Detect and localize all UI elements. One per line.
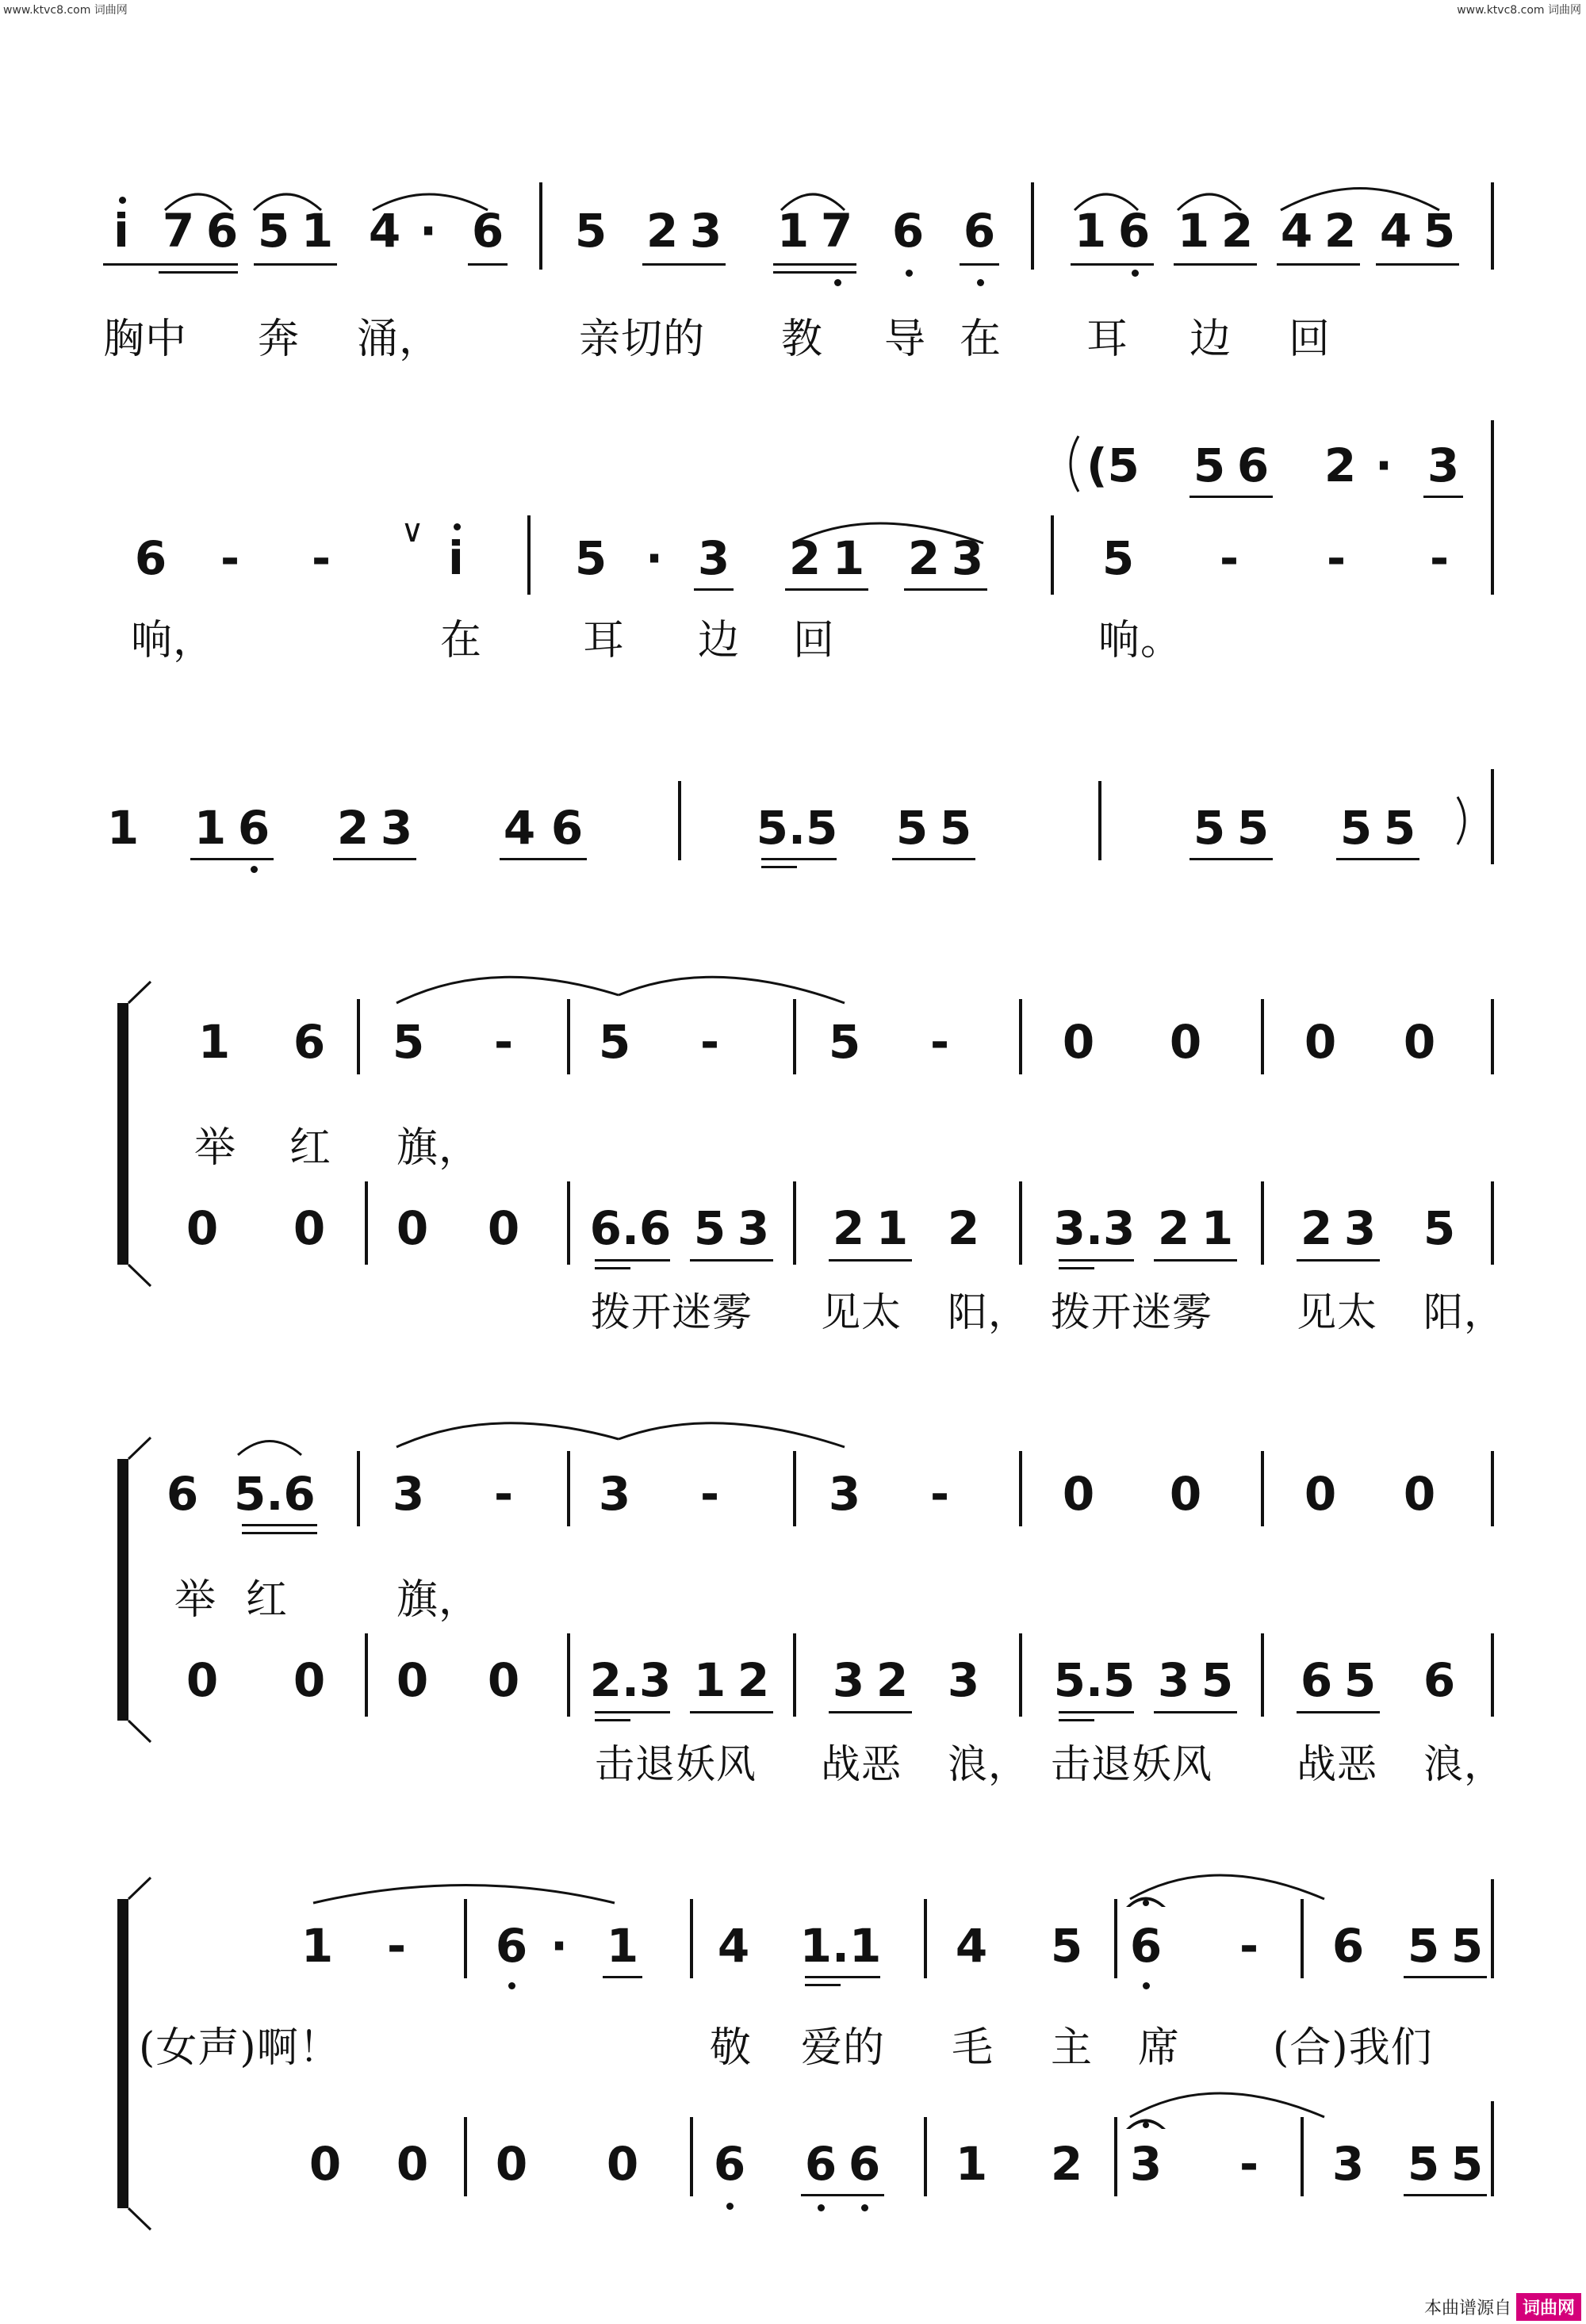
lyric: 边 xyxy=(698,617,741,664)
note: 1 xyxy=(955,2137,988,2191)
note: 0 xyxy=(308,2137,342,2191)
lyric: 在 xyxy=(960,316,1002,363)
barline xyxy=(357,1451,360,1526)
note: 0 xyxy=(1169,1467,1202,1521)
underline xyxy=(829,1259,912,1262)
lyric: 毛 xyxy=(952,2024,994,2072)
barline xyxy=(924,1899,927,1978)
low-dot xyxy=(906,270,913,277)
barline xyxy=(1261,1451,1264,1526)
barline xyxy=(527,515,531,595)
lyric: 旗， xyxy=(396,1124,481,1172)
note: 5 xyxy=(1101,531,1135,585)
note: 5 xyxy=(598,1015,631,1069)
barline xyxy=(567,999,570,1074)
underline xyxy=(1174,263,1257,266)
low-dot xyxy=(251,866,258,873)
underline xyxy=(242,1524,317,1526)
lyric: 爱的 xyxy=(801,2024,886,2072)
note: 5 xyxy=(1383,801,1416,855)
note: 0 xyxy=(396,2137,429,2191)
underline xyxy=(1154,1259,1237,1262)
barline xyxy=(1491,769,1494,864)
note: 0 xyxy=(293,1653,326,1707)
note: 6 xyxy=(134,531,167,585)
note: 2 xyxy=(947,1201,980,1255)
note: 7 xyxy=(820,204,853,258)
note: 1 xyxy=(875,1201,909,1255)
note: 5 xyxy=(1236,801,1270,855)
note: 1 xyxy=(1074,204,1107,258)
note: 0 xyxy=(1403,1015,1436,1069)
barline xyxy=(793,1451,796,1526)
note: 2 xyxy=(336,801,370,855)
lyric: 教 xyxy=(781,316,824,363)
note: 1 xyxy=(1177,204,1210,258)
note: 3 xyxy=(380,801,413,855)
lyric: 红 xyxy=(246,1576,289,1624)
note: 0 xyxy=(186,1201,219,1255)
note: 0 xyxy=(293,1201,326,1255)
barline xyxy=(365,1181,368,1265)
lyric: 红 xyxy=(289,1124,332,1172)
lyric: 击退妖风 xyxy=(595,1741,757,1787)
barline xyxy=(1019,1181,1022,1265)
note: · xyxy=(1374,438,1393,492)
note: - xyxy=(1326,531,1347,585)
barline xyxy=(1261,999,1264,1074)
note: 6 xyxy=(1117,204,1151,258)
note: 5 xyxy=(1450,2137,1484,2191)
underline xyxy=(595,1267,630,1269)
note: 0 xyxy=(396,1653,429,1707)
note: 5 xyxy=(939,801,972,855)
lyric: 主 xyxy=(1051,2024,1094,2072)
barline xyxy=(464,1899,467,1978)
note: - xyxy=(386,1919,407,1973)
note: 6 xyxy=(1423,1653,1456,1707)
breath-mark: ∨ xyxy=(400,513,424,549)
note: 3 xyxy=(598,1467,631,1521)
lyric: 回 xyxy=(793,617,836,664)
barline xyxy=(1491,1633,1494,1717)
note: 6 xyxy=(205,204,239,258)
note: 4 xyxy=(955,1919,988,1973)
lyric: 在 xyxy=(440,617,483,664)
source-footer xyxy=(1424,2292,1581,2321)
underline xyxy=(242,1532,317,1534)
note: 3 xyxy=(1331,2137,1365,2191)
underline xyxy=(892,858,975,860)
note: - xyxy=(1239,2137,1259,2191)
note: 5 xyxy=(693,1201,726,1255)
underline xyxy=(603,1976,642,1978)
note: 0 xyxy=(606,2137,639,2191)
source-label: 本曲谱源自 xyxy=(1423,2298,1511,2318)
barline xyxy=(1491,182,1494,270)
note: 3 xyxy=(828,1467,861,1521)
underline xyxy=(805,1976,880,1978)
note: 6 xyxy=(804,2137,837,2191)
underline xyxy=(1297,1711,1380,1713)
note: 6 xyxy=(963,204,996,258)
note: 6 xyxy=(471,204,504,258)
note: 4 xyxy=(1379,204,1412,258)
note: (5 xyxy=(1086,438,1140,492)
note: 2 xyxy=(907,531,940,585)
barline xyxy=(365,1633,368,1717)
note: 5 xyxy=(1339,801,1373,855)
barline xyxy=(1019,1633,1022,1717)
note: 3 xyxy=(737,1201,770,1255)
underline xyxy=(690,1259,773,1262)
barline xyxy=(567,1181,570,1265)
note: · xyxy=(419,204,438,258)
note: 2 xyxy=(646,204,679,258)
lyric: 耳 xyxy=(1086,316,1129,363)
note: 6 xyxy=(891,204,925,258)
note: 2 xyxy=(875,1653,909,1707)
underline xyxy=(785,588,868,591)
watermark-right: www.ktvc8.com 词曲网 xyxy=(1457,4,1581,17)
barline xyxy=(1051,515,1054,595)
underline xyxy=(690,1711,773,1713)
note: 6 xyxy=(166,1467,199,1521)
barline xyxy=(690,2117,693,2196)
low-dot xyxy=(977,279,984,286)
underline xyxy=(1059,1259,1134,1262)
low-dot xyxy=(861,2204,868,2211)
note: 2 xyxy=(1324,438,1357,492)
note: 5 xyxy=(1343,1653,1377,1707)
underline xyxy=(773,271,856,274)
underline xyxy=(1297,1259,1380,1262)
barline xyxy=(464,2117,467,2196)
note: 3 xyxy=(1157,1653,1190,1707)
note: 6 xyxy=(848,2137,881,2191)
note: 5 xyxy=(1193,801,1226,855)
note: 6 xyxy=(1129,1919,1163,1973)
underline xyxy=(500,858,587,860)
underline xyxy=(1190,858,1273,860)
note: 3 xyxy=(947,1653,980,1707)
lyric: 举 xyxy=(174,1576,217,1624)
note: 0 xyxy=(1169,1015,1202,1069)
lyric: 击退妖风 xyxy=(1051,1741,1212,1787)
underline xyxy=(960,263,999,266)
note: 2 xyxy=(788,531,822,585)
lyric: 席 xyxy=(1138,2024,1181,2072)
lyric: 阳， xyxy=(1423,1289,1504,1335)
lyric: 响， xyxy=(131,617,216,664)
note: 0 xyxy=(1304,1467,1337,1521)
underline xyxy=(595,1259,670,1262)
note: 1 xyxy=(832,531,865,585)
note: 1 xyxy=(193,801,227,855)
note: 1 xyxy=(606,1919,639,1973)
note: 3 xyxy=(951,531,984,585)
low-dot xyxy=(1143,1982,1150,1989)
barline xyxy=(357,999,360,1074)
underline xyxy=(1404,2194,1487,2196)
lyric: 拨开迷雾 xyxy=(591,1289,753,1335)
note: 3 xyxy=(1129,2137,1163,2191)
note: 1 xyxy=(106,801,140,855)
underline xyxy=(1336,858,1419,860)
barline xyxy=(793,1181,796,1265)
note: 1 xyxy=(301,1919,334,1973)
low-dot xyxy=(818,2204,825,2211)
note: - xyxy=(220,531,240,585)
barline xyxy=(690,1899,693,1978)
underline xyxy=(1154,1711,1237,1713)
barline xyxy=(1114,2117,1117,2196)
note: 3 xyxy=(689,204,722,258)
note: 4 xyxy=(503,801,536,855)
underline xyxy=(254,263,337,266)
underline xyxy=(694,588,734,591)
lyric: 浪， xyxy=(948,1741,1029,1787)
note: 5 xyxy=(1193,438,1226,492)
note: 1 xyxy=(1201,1201,1234,1255)
note: 0 xyxy=(487,1201,520,1255)
underline xyxy=(773,263,856,266)
underline xyxy=(1059,1711,1134,1713)
note: 1 xyxy=(197,1015,231,1069)
note: 6 xyxy=(1331,1919,1365,1973)
barline xyxy=(924,2117,927,2196)
note: 6 xyxy=(1300,1653,1333,1707)
barline xyxy=(1261,1633,1264,1717)
barline xyxy=(1098,781,1101,860)
lyric: 见太 xyxy=(821,1289,902,1335)
underline xyxy=(1376,263,1459,266)
note: 2 xyxy=(1300,1201,1333,1255)
note: 5.6 xyxy=(234,1467,316,1521)
underline xyxy=(1423,496,1463,498)
note: 3 xyxy=(832,1653,865,1707)
note: 1 xyxy=(301,204,334,258)
barline xyxy=(567,1451,570,1526)
barline xyxy=(1019,1451,1022,1526)
lyric: 拨开迷雾 xyxy=(1051,1289,1212,1335)
note: - xyxy=(493,1015,514,1069)
note: - xyxy=(311,531,331,585)
note: 6 xyxy=(713,2137,746,2191)
barline xyxy=(678,781,681,860)
low-dot xyxy=(1132,270,1139,277)
underline xyxy=(642,263,726,266)
note: 5.5 xyxy=(756,801,838,855)
barline xyxy=(567,1633,570,1717)
barline xyxy=(539,182,542,270)
note: 0 xyxy=(396,1201,429,1255)
lyric: 战恶 xyxy=(821,1741,902,1787)
note: 6 xyxy=(1236,438,1270,492)
underline xyxy=(1277,263,1360,266)
barline xyxy=(1019,999,1022,1074)
barline xyxy=(1301,1899,1304,1978)
underline xyxy=(103,263,238,266)
barline xyxy=(1491,1879,1494,1978)
note: 2 xyxy=(1324,204,1357,258)
note: 6.6 xyxy=(589,1201,672,1255)
note: 6 xyxy=(293,1015,326,1069)
note: 0 xyxy=(1062,1467,1095,1521)
note: · xyxy=(645,531,664,585)
lyric: 阳， xyxy=(948,1289,1029,1335)
underline xyxy=(829,1711,912,1713)
barline xyxy=(793,1633,796,1717)
note: 2.3 xyxy=(589,1653,672,1707)
note: 5 xyxy=(1050,1919,1083,1973)
note: 6 xyxy=(237,801,270,855)
underline xyxy=(761,866,797,868)
note: 3 xyxy=(697,531,730,585)
note: 1.1 xyxy=(799,1919,882,1973)
underline xyxy=(190,858,274,860)
low-dot xyxy=(834,279,841,286)
note: 0 xyxy=(1062,1015,1095,1069)
underline xyxy=(761,858,837,860)
underline xyxy=(904,588,987,591)
note: 1 xyxy=(693,1653,726,1707)
lyric: 导 xyxy=(884,316,927,363)
lyric: (女声)啊！ xyxy=(139,2024,341,2072)
barline xyxy=(1491,1181,1494,1265)
underline xyxy=(1190,496,1273,498)
note: 6 xyxy=(495,1919,528,1973)
barline xyxy=(1491,2101,1494,2196)
site-logo[interactable]: 词曲网 xyxy=(1516,2293,1581,2321)
note: 4 xyxy=(368,204,401,258)
note: 5 xyxy=(1407,2137,1440,2191)
barline xyxy=(1031,182,1034,270)
note: 5 xyxy=(1450,1919,1484,1973)
note: 5 xyxy=(392,1015,425,1069)
note: 0 xyxy=(495,2137,528,2191)
note: - xyxy=(1429,531,1450,585)
underline xyxy=(1059,1719,1094,1721)
watermark-left: www.ktvc8.com 词曲网 xyxy=(3,4,128,17)
underline xyxy=(333,858,416,860)
underline xyxy=(1059,1267,1094,1269)
note: 5 xyxy=(895,801,929,855)
note: 5.5 xyxy=(1053,1653,1136,1707)
lyric: 敬 xyxy=(710,2024,753,2072)
lyric: 耳 xyxy=(583,617,626,664)
note: 5 xyxy=(1423,1201,1456,1255)
underline xyxy=(1404,1976,1487,1978)
barline xyxy=(1491,999,1494,1074)
note: 2 xyxy=(737,1653,770,1707)
low-dot xyxy=(726,2203,734,2210)
note: 5 xyxy=(257,204,290,258)
lyric: 胸中 xyxy=(103,316,188,363)
note: 0 xyxy=(186,1653,219,1707)
note: 5 xyxy=(1407,1919,1440,1973)
note: · xyxy=(550,1919,569,1973)
note: 5 xyxy=(828,1015,861,1069)
lyric: 旗， xyxy=(396,1576,481,1624)
note: 0 xyxy=(1304,1015,1337,1069)
note: 1 xyxy=(776,204,810,258)
note: 2 xyxy=(1157,1201,1190,1255)
lyric: 亲切的 xyxy=(579,316,706,363)
high-dot xyxy=(119,197,126,204)
note: 2 xyxy=(832,1201,865,1255)
barline xyxy=(1491,420,1494,595)
underline xyxy=(801,2194,884,2196)
underline xyxy=(159,271,238,274)
note: 0 xyxy=(487,1653,520,1707)
note: 3.3 xyxy=(1053,1201,1136,1255)
note: i xyxy=(448,531,464,585)
lyric: 见太 xyxy=(1297,1289,1377,1335)
note: 3 xyxy=(1427,438,1460,492)
barline xyxy=(1491,1451,1494,1526)
note: - xyxy=(929,1015,950,1069)
lyric: 边 xyxy=(1190,316,1232,363)
lyric: 举 xyxy=(194,1124,237,1172)
lyric: 奔 xyxy=(258,316,301,363)
note: - xyxy=(699,1467,720,1521)
barline xyxy=(1114,1899,1117,1978)
underline xyxy=(805,1984,841,1986)
note: - xyxy=(1239,1919,1259,1973)
lyric: 回 xyxy=(1289,316,1331,363)
note: 6 xyxy=(550,801,584,855)
note: i xyxy=(113,204,129,258)
note: - xyxy=(929,1467,950,1521)
note: 5 xyxy=(1201,1653,1234,1707)
note: - xyxy=(1219,531,1239,585)
note: 2 xyxy=(1220,204,1254,258)
note: 5 xyxy=(574,204,607,258)
note: 4 xyxy=(1280,204,1313,258)
note: 3 xyxy=(392,1467,425,1521)
underline xyxy=(595,1719,630,1721)
underline xyxy=(468,263,508,266)
note: - xyxy=(493,1467,514,1521)
note: 0 xyxy=(1403,1467,1436,1521)
barline xyxy=(1261,1181,1264,1265)
lyric: 涌， xyxy=(357,316,442,363)
lyric: 战恶 xyxy=(1297,1741,1377,1787)
underline xyxy=(1071,263,1154,266)
note: 2 xyxy=(1050,2137,1083,2191)
barline xyxy=(1301,2117,1304,2196)
barline xyxy=(793,999,796,1074)
lyric: 浪， xyxy=(1423,1741,1504,1787)
high-dot xyxy=(454,523,461,530)
note: - xyxy=(699,1015,720,1069)
underline xyxy=(595,1711,670,1713)
note: 5 xyxy=(1423,204,1456,258)
note: 4 xyxy=(717,1919,750,1973)
note: 7 xyxy=(162,204,195,258)
note: 5 xyxy=(574,531,607,585)
lyric: (合)我们 xyxy=(1273,2024,1433,2072)
low-dot xyxy=(508,1982,515,1989)
lyric: 响。 xyxy=(1098,617,1183,664)
note: 3 xyxy=(1343,1201,1377,1255)
